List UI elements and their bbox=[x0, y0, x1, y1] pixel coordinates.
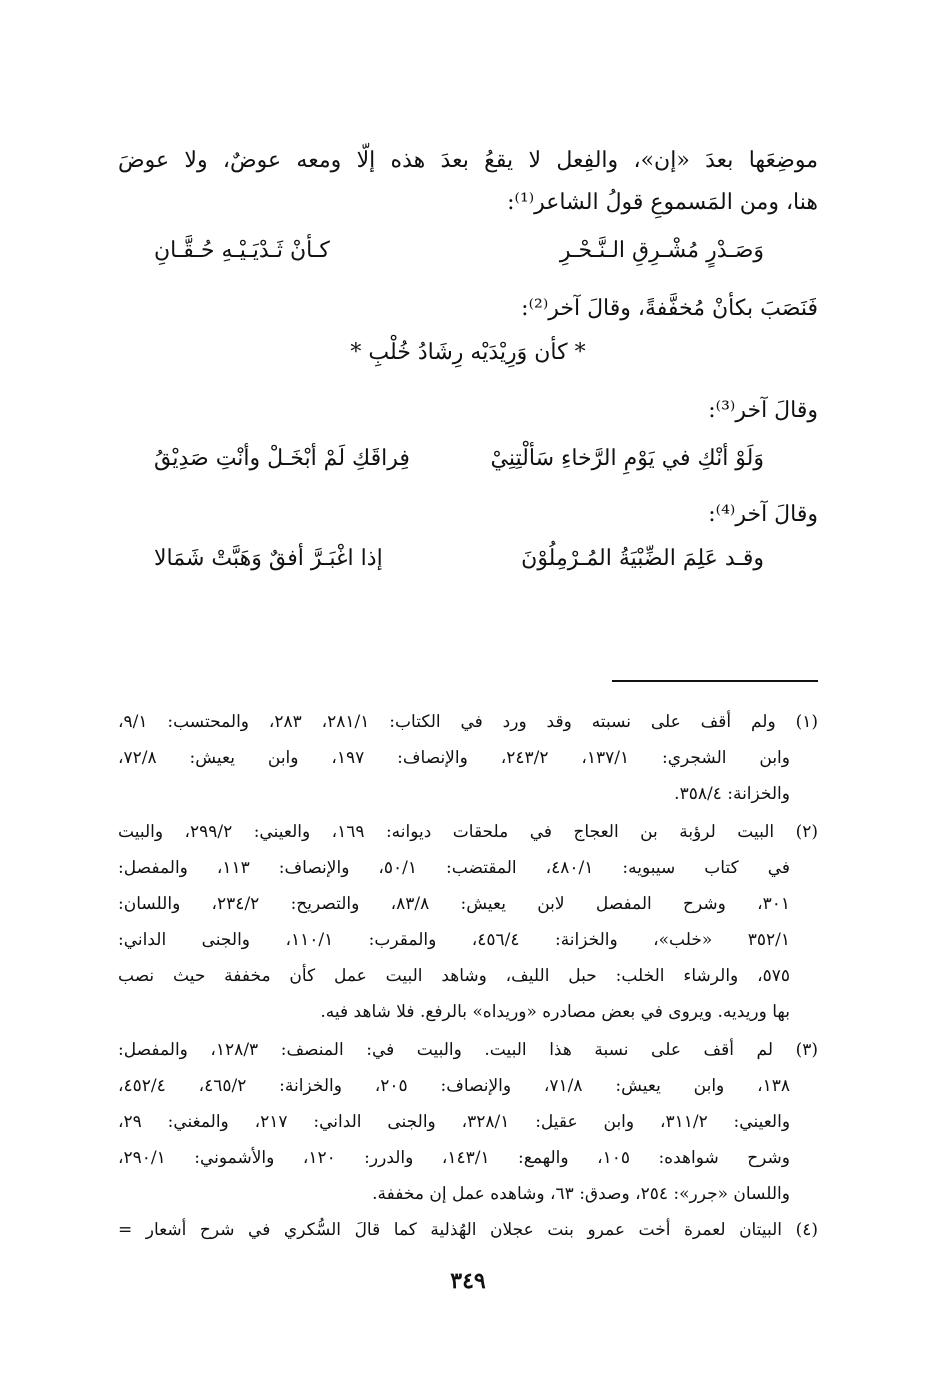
footnote-3-line: واللسان «جرر»: ٢٥٤، وصدق: ٦٣، وشاهده عمل إن مخففة. bbox=[372, 1184, 790, 1204]
verse-3-second-hemistich: إذا اغْبَـرَّ أفقٌ وَهَبَّتْ شَمَالا bbox=[154, 546, 383, 571]
body-line-5: وقالَ آخر⁽⁴⁾: bbox=[708, 502, 818, 527]
body-line-4: وقالَ آخر⁽³⁾: bbox=[708, 398, 818, 423]
page-number: ٣٤٩ bbox=[450, 1268, 486, 1294]
half-verse: * كأن وَرِيْدَيْه رِشَادُ خُلْبِ * bbox=[350, 340, 586, 365]
footnote-2-line: ٣٠١، وشرح المفصل لابن يعيش: ٨٣/٨، والتصريح: ٢٣٤/٢، واللسان: bbox=[118, 894, 790, 914]
body-line-2: هنا، ومن المَسموعِ قولُ الشاعر⁽¹⁾: bbox=[507, 190, 818, 215]
verse-2-second-hemistich: فِراقَكِ لَمْ أبْخَـلْ وأنْتِ صَدِيْقُ bbox=[154, 446, 410, 471]
footnote-1-line: (١) ولم أقف على نسبته وقد ورد في الكتاب: ٢٨١/١، ٢٨٣، والمحتسب: ٩/١، bbox=[118, 712, 818, 732]
footnote-3-line: ١٣٨، وابن يعيش: ٧١/٨، والإنصاف: ٢٠٥، والخزانة: ٤٦٥/٢، ٤٥٢/٤، bbox=[118, 1076, 790, 1096]
footnote-3-line: (٣) لم أقف على نسبة هذا البيت. والبيت في: المنصف: ١٢٨/٣، والمفصل: bbox=[118, 1040, 818, 1060]
footnote-4-line: (٤) البيتان لعمرة أخت عمرو بنت عجلان الهُذلية كما قالَ السُّكري في شرح أشعار = bbox=[118, 1220, 818, 1240]
footnote-2-line: ٣٥٢/١ «خلب»، والخزانة: ٤٥٦/٤، والمقرب: ١١٠/١، والجنى الداني: bbox=[118, 930, 791, 950]
footnote-2-line: ٥٧٥، والرشاء الخلب: حبل الليف، وشاهد البيت عمل كأن مخففة حيث نصب bbox=[118, 966, 790, 986]
verse-1-second-hemistich: كـأنْ ثَـدْيَـيْـهِ حُـقَّـانِ bbox=[154, 238, 330, 263]
footnote-2-line: (٢) البيت لرؤبة بن العجاج في ملحقات ديوانه: ١٦٩، والعيني: ٢٩٩/٢، والبيت bbox=[118, 822, 818, 842]
footnote-1-line: والخزانة: ٣٥٨/٤. bbox=[674, 784, 790, 804]
verse-2-first-hemistich: وَلَوْ أنْكِ في يَوْمِ الرَّخاءِ سَألْتِنِيْ bbox=[490, 446, 764, 471]
body-line-1: موضِعَها بعدَ «إن»، والفِعل لا يقعُ بعدَ هذه إلّا ومعه عوضٌ، ولا عوضَ bbox=[118, 148, 818, 173]
footnote-separator bbox=[612, 680, 818, 682]
verse-3-first-hemistich: وقـد عَلِمَ الضِّبْيَةُ المُـرْمِلُوْنَ bbox=[521, 546, 764, 571]
footnote-2-line: بها وريديه. ويروى في بعض مصادره «وريداه» بالرفع. فلا شاهد فيه. bbox=[320, 1002, 790, 1022]
verse-3 bbox=[154, 546, 764, 571]
verse-2 bbox=[154, 446, 764, 471]
body-line-3: فَنَصَبَ بكأنْ مُخفَّفةً، وقالَ آخر⁽²⁾: bbox=[521, 296, 818, 321]
footnote-3-line: والعيني: ٣١١/٢، وابن عقيل: ٣٢٨/١، والجنى الداني: ٢١٧، والمغني: ٢٩، bbox=[118, 1112, 791, 1132]
footnote-2-line: في كتاب سيبويه: ٤٨٠/١، المقتضب: ٥٠/١، والإنصاف: ١١٣، والمفصل: bbox=[118, 858, 790, 878]
verse-1-first-hemistich: وَصَـدْرٍ مُشْـرِقِ الـنَّـحْـرِ bbox=[559, 238, 764, 263]
footnote-1-line: وابن الشجري: ١٣٧/١، ٢٤٣/٢، والإنصاف: ١٩٧، وابن يعيش: ٧٢/٨، bbox=[118, 748, 790, 768]
footnote-3-line: وشرح شواهده: ١٠٥، والهمع: ١٤٣/١، والدرر: ١٢٠، والأشموني: ٢٩٠/١، bbox=[118, 1148, 790, 1168]
verse-1 bbox=[154, 238, 764, 263]
